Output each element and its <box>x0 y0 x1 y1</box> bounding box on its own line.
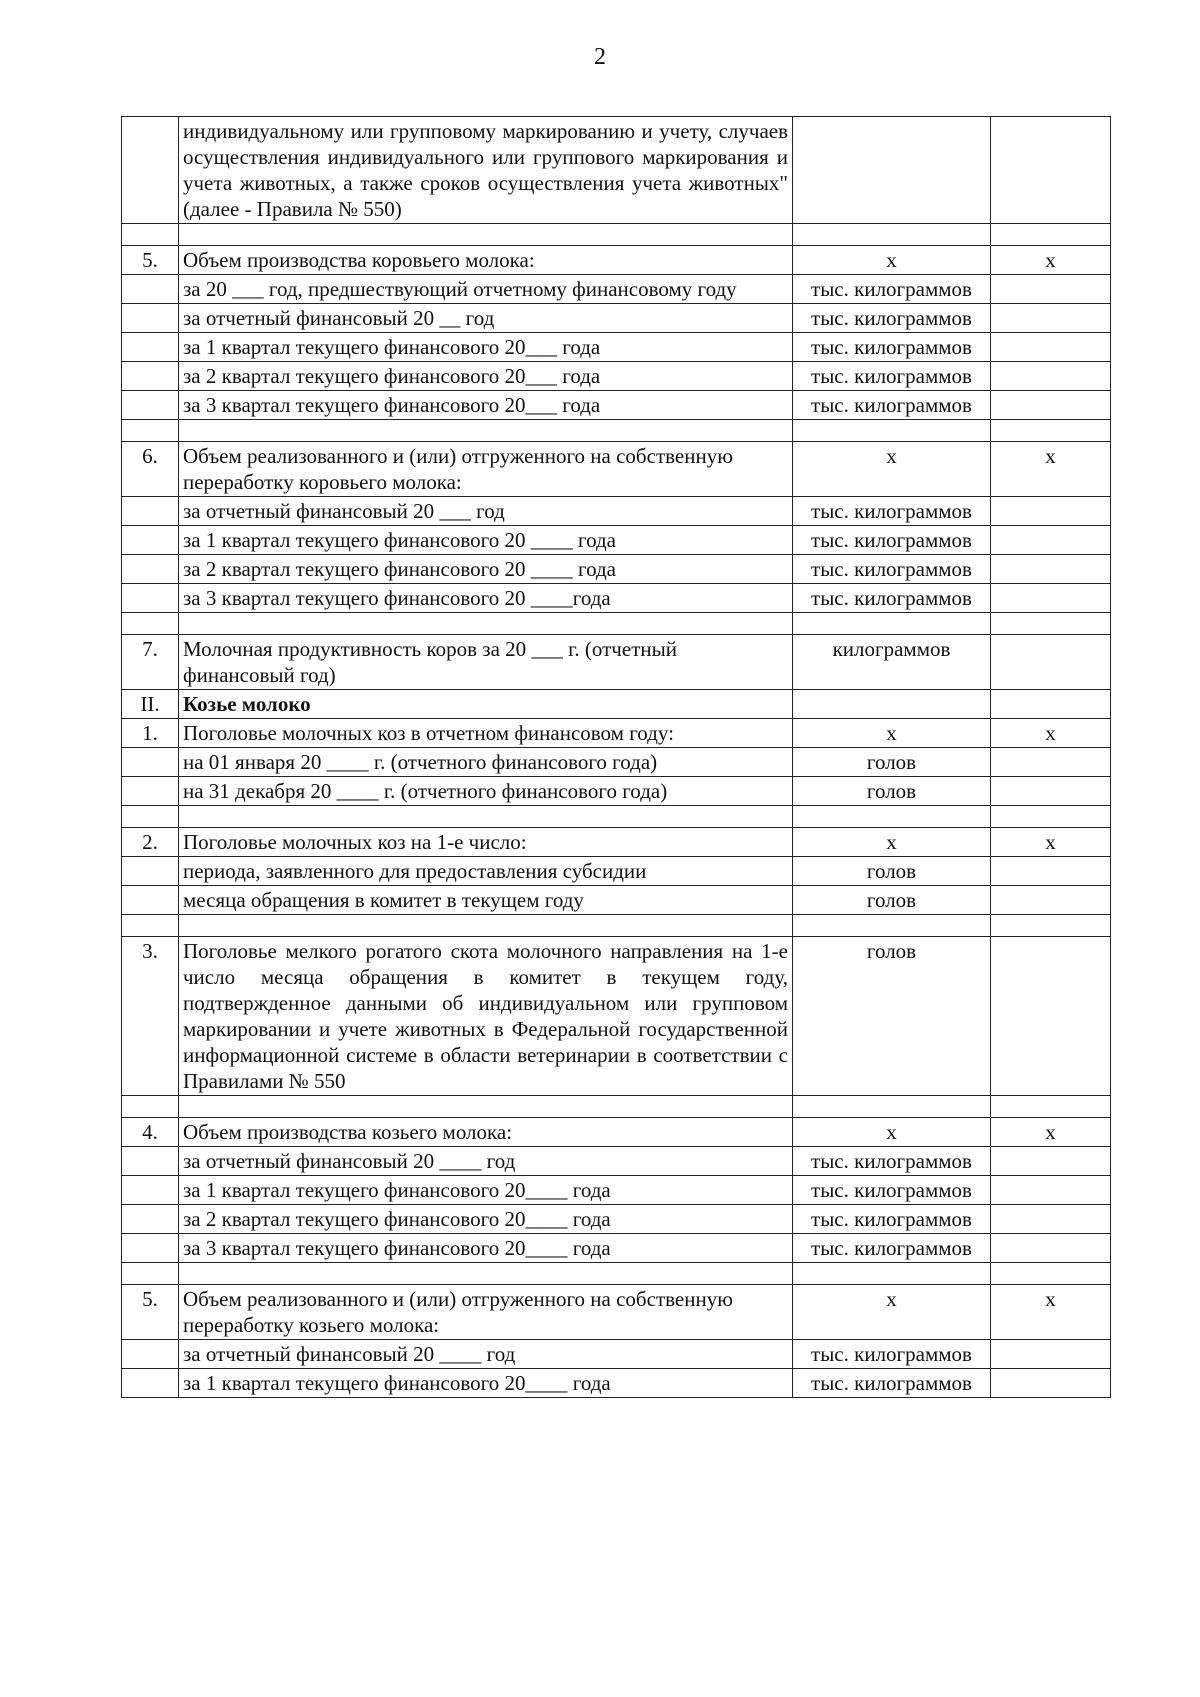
table-row <box>122 886 1111 915</box>
spacer-row <box>122 1096 1111 1118</box>
table-row <box>122 777 1111 806</box>
row-number: 5. <box>122 246 179 275</box>
empty-cell <box>793 1263 991 1285</box>
empty-cell <box>122 224 179 246</box>
row-label: за отчетный финансовый 20 ____ год <box>179 1147 793 1176</box>
row-value <box>991 304 1111 333</box>
row-label: на 01 января 20 ____ г. (отчетного финансового года) <box>179 748 793 777</box>
empty-cell <box>122 1096 179 1118</box>
row-unit: голов <box>793 777 991 806</box>
table-row <box>122 246 1111 275</box>
row-number <box>122 497 179 526</box>
row-number: 5. <box>122 1285 179 1340</box>
empty-cell <box>179 915 793 937</box>
table-row <box>122 748 1111 777</box>
empty-cell <box>991 1263 1111 1285</box>
row-value <box>991 391 1111 420</box>
row-unit: голов <box>793 937 991 1096</box>
row-unit: голов <box>793 857 991 886</box>
table-row <box>122 1285 1111 1340</box>
table-row <box>122 442 1111 497</box>
row-value: х <box>991 828 1111 857</box>
row-value: х <box>991 246 1111 275</box>
empty-cell <box>179 224 793 246</box>
row-number <box>122 391 179 420</box>
row-value <box>991 777 1111 806</box>
row-unit: килограммов <box>793 635 991 690</box>
row-number <box>122 857 179 886</box>
row-unit: тыс. килограммов <box>793 304 991 333</box>
row-label: Поголовье молочных коз в отчетном финансовом году: <box>179 719 793 748</box>
row-value: х <box>991 442 1111 497</box>
row-unit: х <box>793 1285 991 1340</box>
row-label: за 20 ___ год, предшествующий отчетному финансовому году <box>179 275 793 304</box>
row-unit: тыс. килограммов <box>793 1340 991 1369</box>
empty-cell <box>179 420 793 442</box>
row-label: Поголовье молочных коз на 1-е число: <box>179 828 793 857</box>
table-row <box>122 1369 1111 1398</box>
row-label: за 1 квартал текущего финансового 20____ года <box>179 1369 793 1398</box>
table-row <box>122 937 1111 1096</box>
row-number <box>122 1369 179 1398</box>
empty-cell <box>179 1096 793 1118</box>
row-unit: х <box>793 246 991 275</box>
row-number: 1. <box>122 719 179 748</box>
empty-cell <box>991 420 1111 442</box>
row-unit: голов <box>793 886 991 915</box>
empty-cell <box>179 613 793 635</box>
row-number: II. <box>122 690 179 719</box>
empty-cell <box>122 915 179 937</box>
report-table <box>121 116 1111 1398</box>
row-number <box>122 304 179 333</box>
row-unit: тыс. килограммов <box>793 333 991 362</box>
row-number <box>122 555 179 584</box>
row-value <box>991 117 1111 224</box>
empty-cell <box>793 915 991 937</box>
row-number <box>122 886 179 915</box>
row-value <box>991 1340 1111 1369</box>
row-value <box>991 635 1111 690</box>
table-row <box>122 584 1111 613</box>
row-unit: х <box>793 1118 991 1147</box>
row-label: за 1 квартал текущего финансового 20____ года <box>179 1176 793 1205</box>
row-number <box>122 275 179 304</box>
row-label: Объем производства коровьего молока: <box>179 246 793 275</box>
table-row <box>122 828 1111 857</box>
row-value <box>991 555 1111 584</box>
table-row <box>122 304 1111 333</box>
row-label: за отчетный финансовый 20 ____ год <box>179 1340 793 1369</box>
row-value: х <box>991 1285 1111 1340</box>
row-label: за 3 квартал текущего финансового 20 ____года <box>179 584 793 613</box>
row-label: месяца обращения в комитет в текущем году <box>179 886 793 915</box>
row-value <box>991 1369 1111 1398</box>
row-label: за отчетный финансовый 20 ___ год <box>179 497 793 526</box>
report-table-body <box>122 117 1111 1398</box>
row-label: за 1 квартал текущего финансового 20 ____ года <box>179 526 793 555</box>
table-row <box>122 1176 1111 1205</box>
empty-cell <box>122 806 179 828</box>
table-row <box>122 1340 1111 1369</box>
row-number: 4. <box>122 1118 179 1147</box>
row-unit: тыс. килограммов <box>793 275 991 304</box>
empty-cell <box>991 806 1111 828</box>
row-label: Объем производства козьего молока: <box>179 1118 793 1147</box>
row-label: Объем реализованного и (или) отгруженного на собственную переработку козьего молока: <box>179 1285 793 1340</box>
empty-cell <box>793 806 991 828</box>
row-value <box>991 1205 1111 1234</box>
row-unit: тыс. килограммов <box>793 362 991 391</box>
empty-cell <box>793 1096 991 1118</box>
table-row <box>122 1205 1111 1234</box>
row-label: Молочная продуктивность коров за 20 ___ г. (отчетный финансовый год) <box>179 635 793 690</box>
empty-cell <box>122 1263 179 1285</box>
empty-cell <box>793 613 991 635</box>
row-unit <box>793 690 991 719</box>
empty-cell <box>179 806 793 828</box>
row-value <box>991 690 1111 719</box>
row-label: за 2 квартал текущего финансового 20____ года <box>179 1205 793 1234</box>
table-row <box>122 1147 1111 1176</box>
row-number <box>122 526 179 555</box>
row-label: периода, заявленного для предоставления субсидии <box>179 857 793 886</box>
row-label: за 3 квартал текущего финансового 20___ года <box>179 391 793 420</box>
row-number: 6. <box>122 442 179 497</box>
row-number <box>122 362 179 391</box>
row-label: за 3 квартал текущего финансового 20____ года <box>179 1234 793 1263</box>
row-label: за 2 квартал текущего финансового 20 ____ года <box>179 555 793 584</box>
row-label: Поголовье мелкого рогатого скота молочного направления на 1-е число месяца обращения в комитет в текущем году, подтвержденное данными об индивидуальном или групповом маркировании и учете животных в Федеральной государственной информационной системе в области ветеринарии в соответствии с Правилами № 550 <box>179 937 793 1096</box>
row-unit: х <box>793 719 991 748</box>
spacer-row <box>122 420 1111 442</box>
row-unit: тыс. килограммов <box>793 1369 991 1398</box>
row-label: Объем реализованного и (или) отгруженного на собственную переработку коровьего молока: <box>179 442 793 497</box>
row-value <box>991 857 1111 886</box>
row-unit: тыс. килограммов <box>793 555 991 584</box>
row-number: 2. <box>122 828 179 857</box>
row-number <box>122 748 179 777</box>
row-label: за 2 квартал текущего финансового 20___ года <box>179 362 793 391</box>
table-row <box>122 333 1111 362</box>
row-value <box>991 886 1111 915</box>
spacer-row <box>122 915 1111 937</box>
row-number <box>122 777 179 806</box>
row-value <box>991 362 1111 391</box>
row-number <box>122 1147 179 1176</box>
table-row <box>122 555 1111 584</box>
row-value: х <box>991 1118 1111 1147</box>
row-number <box>122 1176 179 1205</box>
table-row <box>122 117 1111 224</box>
row-unit: тыс. килограммов <box>793 391 991 420</box>
empty-cell <box>179 1263 793 1285</box>
row-value: х <box>991 719 1111 748</box>
row-unit: х <box>793 442 991 497</box>
empty-cell <box>793 420 991 442</box>
spacer-row <box>122 1263 1111 1285</box>
row-value <box>991 584 1111 613</box>
row-unit: тыс. килограммов <box>793 497 991 526</box>
row-value <box>991 526 1111 555</box>
row-label: за 1 квартал текущего финансового 20___ года <box>179 333 793 362</box>
row-unit: тыс. килограммов <box>793 1147 991 1176</box>
row-label: на 31 декабря 20 ____ г. (отчетного финансового года) <box>179 777 793 806</box>
row-number <box>122 1205 179 1234</box>
row-value <box>991 497 1111 526</box>
row-unit <box>793 117 991 224</box>
row-number <box>122 117 179 224</box>
row-value <box>991 1176 1111 1205</box>
table-row <box>122 690 1111 719</box>
row-value <box>991 748 1111 777</box>
table-row <box>122 1118 1111 1147</box>
row-unit: х <box>793 828 991 857</box>
empty-cell <box>122 613 179 635</box>
empty-cell <box>793 224 991 246</box>
table-row <box>122 526 1111 555</box>
row-number <box>122 584 179 613</box>
table-row <box>122 1234 1111 1263</box>
row-value <box>991 1147 1111 1176</box>
row-unit: голов <box>793 748 991 777</box>
row-unit: тыс. килограммов <box>793 526 991 555</box>
row-number <box>122 1340 179 1369</box>
row-value <box>991 275 1111 304</box>
row-label: Козье молоко <box>179 690 793 719</box>
row-number <box>122 333 179 362</box>
row-number: 3. <box>122 937 179 1096</box>
page-number: 2 <box>594 44 606 70</box>
spacer-row <box>122 224 1111 246</box>
empty-cell <box>991 613 1111 635</box>
row-value <box>991 333 1111 362</box>
spacer-row <box>122 806 1111 828</box>
row-unit: тыс. килограммов <box>793 1205 991 1234</box>
row-label: индивидуальному или групповому маркированию и учету, случаев осуществления индивидуального или группового маркирования и учета животных, а также сроков осуществления учета животных" (далее - Правила № 550) <box>179 117 793 224</box>
row-unit: тыс. килограммов <box>793 1176 991 1205</box>
table-row <box>122 497 1111 526</box>
table-row <box>122 275 1111 304</box>
row-value <box>991 937 1111 1096</box>
row-label: за отчетный финансовый 20 __ год <box>179 304 793 333</box>
row-unit: тыс. килограммов <box>793 584 991 613</box>
empty-cell <box>991 1096 1111 1118</box>
table-row <box>122 857 1111 886</box>
table-row <box>122 391 1111 420</box>
table-row <box>122 719 1111 748</box>
spacer-row <box>122 613 1111 635</box>
row-number: 7. <box>122 635 179 690</box>
empty-cell <box>991 915 1111 937</box>
row-number <box>122 1234 179 1263</box>
table-row <box>122 362 1111 391</box>
row-unit: тыс. килограммов <box>793 1234 991 1263</box>
empty-cell <box>991 224 1111 246</box>
empty-cell <box>122 420 179 442</box>
row-value <box>991 1234 1111 1263</box>
table-row <box>122 635 1111 690</box>
